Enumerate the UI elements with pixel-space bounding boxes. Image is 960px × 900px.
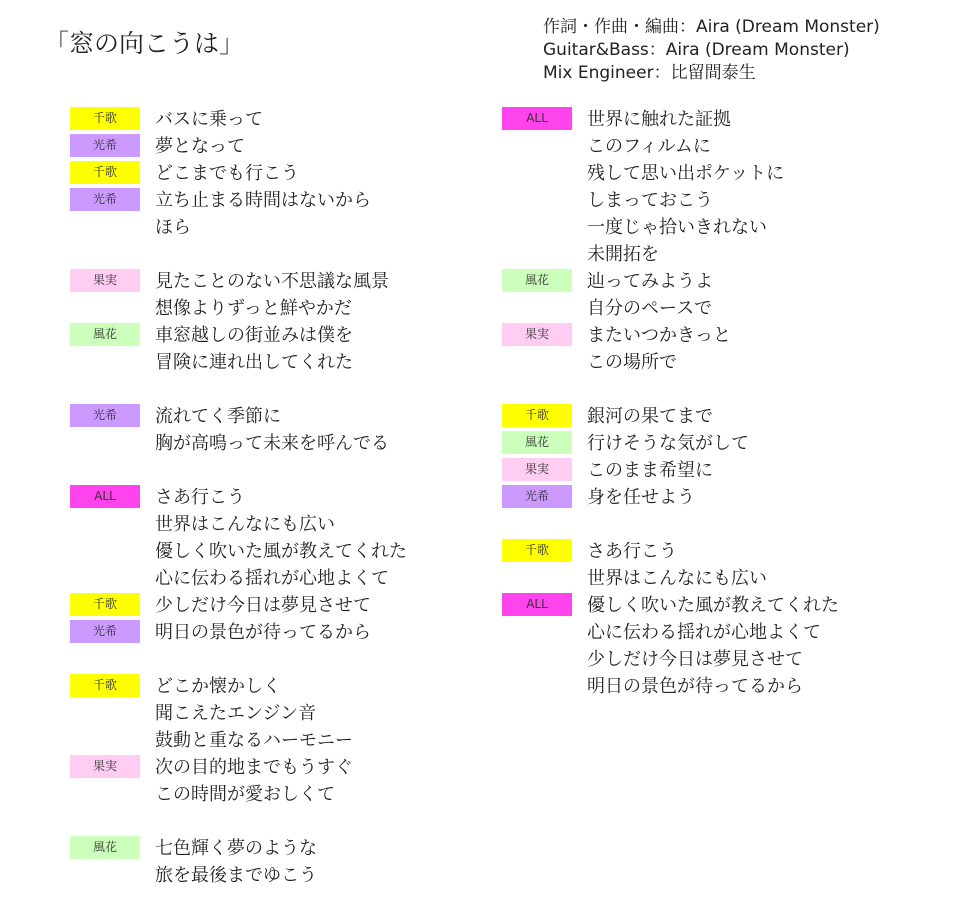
lyric-text: 心に伝わる揺れが心地よくて (587, 622, 821, 643)
lyric-line (502, 430, 942, 457)
singer-badge: 千歌 (502, 539, 572, 562)
credit-line-guitar-bass: Guitar&Bass：Aira (Dream Monster) (543, 40, 850, 60)
singer-badge: 風花 (502, 431, 572, 454)
lyric-text: このフィルムに (587, 136, 711, 157)
lyric-text: バスに乗って (155, 109, 263, 130)
lyric-line (70, 403, 510, 430)
lyric-text: 優しく吹いた風が教えてくれた (587, 595, 839, 616)
lyric-text: 自分のペースで (587, 298, 713, 319)
lyric-line (502, 322, 942, 349)
lyric-line (70, 754, 510, 781)
lyric-text: このまま希望に (587, 460, 713, 481)
lyric-text: 一度じゃ拾いきれない (587, 217, 767, 238)
lyric-line (502, 268, 942, 295)
lyric-text: 見たことのない不思議な風景 (155, 271, 389, 292)
lyric-line (502, 592, 942, 619)
lyric-line (70, 592, 510, 619)
lyric-line (70, 511, 510, 538)
lyric-text: 優しく吹いた風が教えてくれた (155, 541, 407, 562)
lyric-line (70, 295, 510, 322)
singer-badge: 千歌 (502, 404, 572, 427)
singer-badge: 果実 (70, 269, 140, 292)
lyric-line (70, 133, 510, 160)
lyric-line (502, 133, 942, 160)
lyric-line (502, 106, 942, 133)
lyric-text: この場所で (587, 352, 677, 373)
singer-badge: 光希 (70, 620, 140, 643)
singer-badge: ALL (502, 593, 572, 616)
lyric-text: 銀河の果てまで (587, 406, 713, 427)
lyric-text: 未開拓を (587, 244, 659, 265)
singer-badge: 果実 (70, 755, 140, 778)
lyric-line (502, 349, 942, 376)
singer-badge: 果実 (502, 323, 572, 346)
lyric-text: 夢となって (155, 136, 245, 157)
lyric-text: 旅を最後までゆこう (155, 865, 317, 886)
lyric-line (502, 295, 942, 322)
lyric-text: 車窓越しの街並みは僕を (155, 325, 353, 346)
lyric-line (70, 727, 510, 754)
lyric-line (502, 187, 942, 214)
lyric-text: 明日の景色が待ってるから (155, 622, 371, 643)
lyric-text: 行けそうな気がして (587, 433, 749, 454)
lyric-line (502, 646, 942, 673)
lyric-line (70, 835, 510, 862)
lyric-line (70, 160, 510, 187)
lyric-text: どこか懐かしく (155, 676, 281, 697)
singer-badge: 果実 (502, 458, 572, 481)
lyric-line (70, 349, 510, 376)
lyric-text: 世界はこんなにも広い (587, 568, 767, 589)
lyric-line (70, 484, 510, 511)
credit-line-mix-engineer: Mix Engineer：比留間泰生 (543, 63, 756, 83)
credit-line-lyrics-composition-arrangement: 作詞・作曲・編曲：Aira (Dream Monster) (543, 17, 880, 37)
lyric-line (502, 565, 942, 592)
lyric-text: この時間が愛おしくて (155, 784, 335, 805)
lyric-text: 流れてく季節に (155, 406, 281, 427)
lyric-line (70, 862, 510, 889)
lyric-line (70, 700, 510, 727)
lyric-text: ほら (155, 217, 191, 238)
lyric-line (502, 538, 942, 565)
lyric-line (70, 214, 510, 241)
lyric-text: 残して思い出ポケットに (587, 163, 785, 184)
lyric-line (502, 214, 942, 241)
lyric-text: 鼓動と重なるハーモニー (155, 730, 353, 751)
lyric-line (502, 160, 942, 187)
lyric-text: 心に伝わる揺れが心地よくて (155, 568, 389, 589)
lyric-text: 少しだけ今日は夢見させて (587, 649, 803, 670)
singer-badge: 光希 (70, 404, 140, 427)
lyric-text: 胸が高鳴って未来を呼んでる (155, 433, 389, 454)
singer-badge: 光希 (502, 485, 572, 508)
lyric-line (70, 106, 510, 133)
singer-badge: 千歌 (70, 674, 140, 697)
lyric-text: 次の目的地までもうすぐ (155, 757, 353, 778)
singer-badge: 光希 (70, 188, 140, 211)
singer-badge: 風花 (502, 269, 572, 292)
lyric-line (70, 322, 510, 349)
lyric-line (70, 673, 510, 700)
page-title: 「窓の向こうは」 (44, 29, 245, 58)
singer-badge: 千歌 (70, 107, 140, 130)
lyric-line (502, 484, 942, 511)
lyric-line (502, 403, 942, 430)
lyric-line (70, 268, 510, 295)
lyric-text: 聞こえたエンジン音 (155, 703, 317, 724)
lyric-text: 辿ってみようよ (587, 271, 713, 292)
singer-badge: 風花 (70, 323, 140, 346)
credits (543, 16, 880, 85)
lyric-text: 身を任せよう (587, 487, 695, 508)
singer-badge: 千歌 (70, 593, 140, 616)
singer-badge: ALL (70, 485, 140, 508)
lyric-text: 世界に触れた証拠 (587, 109, 731, 130)
lyric-text: 世界はこんなにも広い (155, 514, 335, 535)
lyric-line (70, 781, 510, 808)
singer-badge: ALL (502, 107, 572, 130)
lyric-text: 明日の景色が待ってるから (587, 676, 803, 697)
lyric-text: またいつかきっと (587, 325, 731, 346)
lyric-line (502, 241, 942, 268)
singer-badge: 風花 (70, 836, 140, 859)
lyric-text: しまっておこう (587, 190, 713, 211)
lyric-line (70, 619, 510, 646)
lyric-text: 想像よりずっと鮮やかだ (155, 298, 352, 319)
lyric-text: さあ行こう (587, 541, 677, 562)
lyric-line (70, 430, 510, 457)
lyric-text: 七色輝く夢のような (155, 838, 317, 859)
lyric-text: 少しだけ今日は夢見させて (155, 595, 371, 616)
singer-badge: 千歌 (70, 161, 140, 184)
lyric-line (502, 673, 942, 700)
lyric-line (70, 187, 510, 214)
lyrics-column-left (70, 106, 510, 889)
lyric-line (70, 565, 510, 592)
lyrics-column-right (502, 106, 942, 700)
lyric-text: 冒険に連れ出してくれた (155, 352, 353, 373)
singer-badge: 光希 (70, 134, 140, 157)
lyric-line (70, 538, 510, 565)
lyric-line (502, 457, 942, 484)
lyric-text: 立ち止まる時間はないから (155, 190, 371, 211)
lyric-line (502, 619, 942, 646)
lyric-text: さあ行こう (155, 487, 245, 508)
lyric-text: どこまでも行こう (155, 163, 299, 184)
